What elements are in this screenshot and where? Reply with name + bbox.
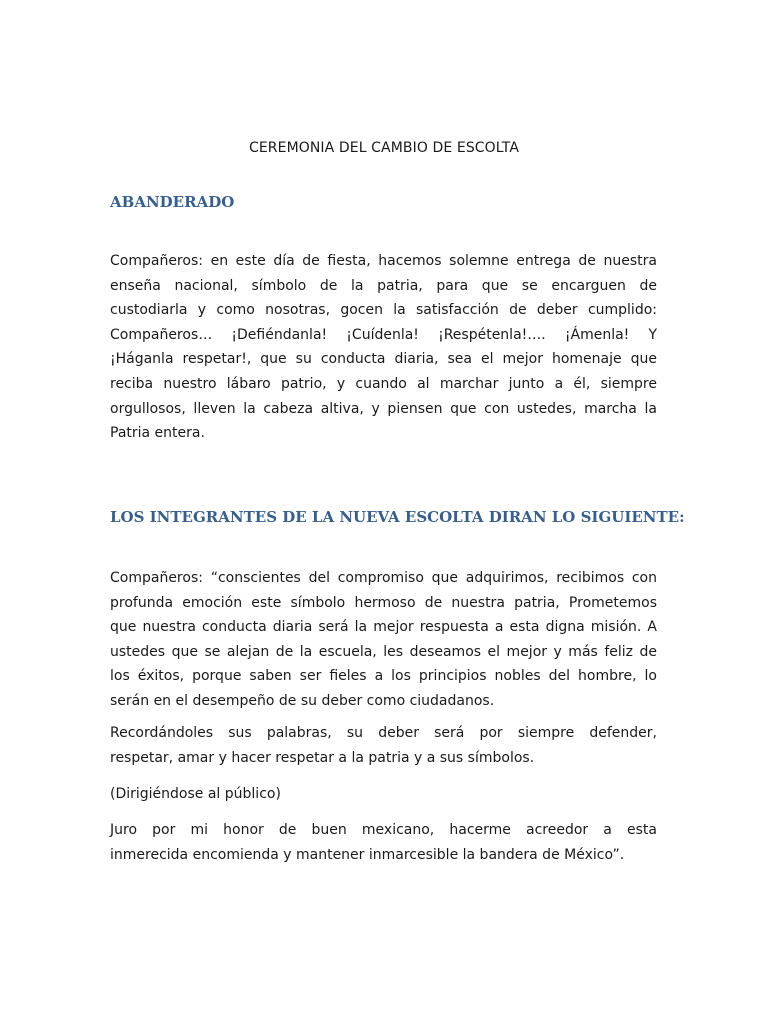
text-line: Recordándoles sus palabras, su deber será por siempre defender, [110,725,657,741]
text-line: Juro por mi honor de buen mexicano, hacerme acreedor a esta [110,822,657,838]
escolta-paragraph-1 [110,566,657,714]
text-line: Compañeros… ¡Defiéndanla! ¡Cuídenla! ¡Respétenla!…. ¡Ámenla! Y [110,326,657,343]
escolta-paragraph-2 [110,721,657,770]
text-line: profunda emoción este símbolo hermoso de nuestra patria, Prometemos [110,594,657,611]
text-line: reciba nuestro lábaro patrio, y cuando al marchar junto a él, siempre [110,375,657,392]
section-heading-nueva-escolta: LOS INTEGRANTES DE LA NUEVA ESCOLTA DIRAN LO SIGUIENTE: [110,508,685,526]
text-line: que nuestra conducta diaria será la mejor respuesta a esta digna misión. A [110,619,657,636]
text-line: enseña nacional, símbolo de la patria, para que se encarguen de [110,277,657,294]
abanderado-paragraph [110,249,657,446]
text-line: los éxitos, porque saben ser fieles a los principios nobles del hombre, lo [110,668,657,685]
text-line: (Dirigiéndose al público) [110,786,281,802]
text-line: Compañeros: en este día de fiesta, hacemos solemne entrega de nuestra [110,253,657,269]
document-title: CEREMONIA DEL CAMBIO DE ESCOLTA [248,140,520,156]
text-line: ustedes que se alejan de la escuela, les deseamos el mejor y más feliz de [110,643,657,660]
text-line: Compañeros: “conscientes del compromiso que adquirimos, recibimos con [110,570,657,586]
section-heading-abanderado: ABANDERADO [110,193,235,211]
text-line: Patria entera. [110,425,205,442]
text-line: ¡Háganla respetar!, que su conducta diaria, sea el mejor homenaje que [110,351,657,368]
text-line: inmerecida encomienda y mantener inmarcesible la bandera de México”. [110,846,625,863]
escolta-paragraph-oath [110,818,657,867]
text-line: custodiarla y como nosotras, gocen la satisfacción de deber cumplido: [110,302,657,319]
stage-direction [110,782,657,807]
text-line: respetar, amar y hacer respetar a la patria y a sus símbolos. [110,749,535,766]
text-line: serán en el desempeño de su deber como ciudadanos. [110,692,495,709]
text-line: orgullosos, lleven la cabeza altiva, y piensen que con ustedes, marcha la [110,400,657,417]
